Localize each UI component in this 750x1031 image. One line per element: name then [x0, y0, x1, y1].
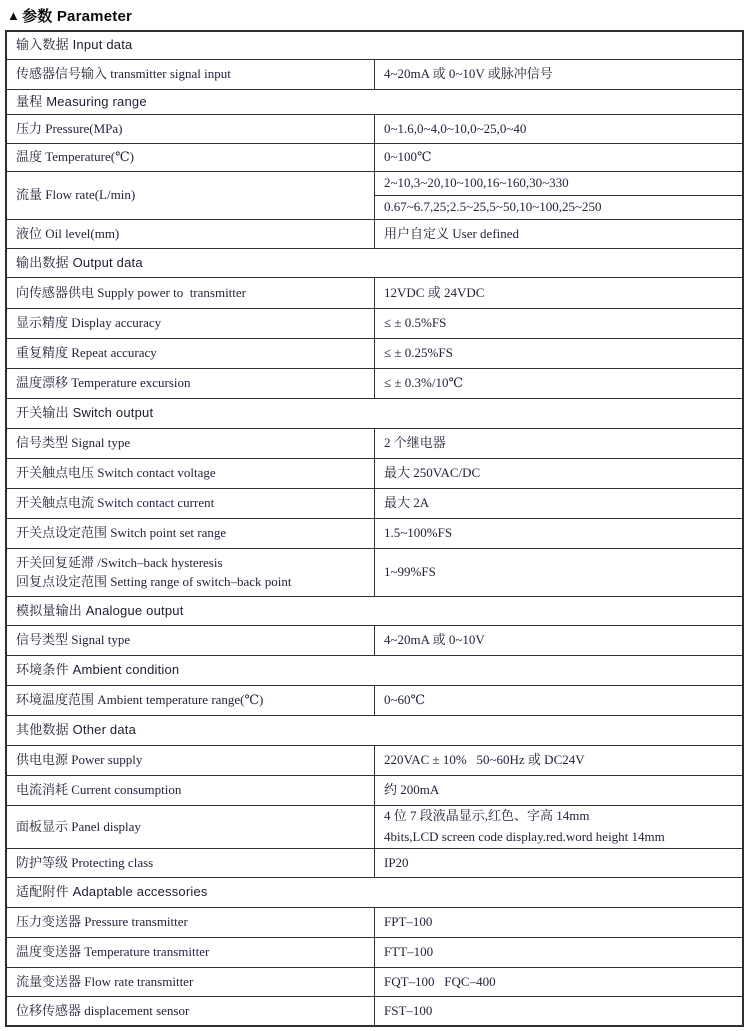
param-label: 显示精度 Display accuracy [7, 309, 375, 338]
param-label: 防护等级 Protecting class [7, 849, 375, 877]
param-row-temperature-excursion [7, 368, 742, 398]
section-row-adaptable-accessories [7, 877, 742, 907]
param-label: 供电电源 Power supply [7, 746, 375, 775]
param-row-flow-rate [7, 171, 742, 219]
section-label: 量程 Measuring range [16, 93, 147, 109]
param-row-switch-contact-voltage [7, 458, 742, 488]
param-label: 重复精度 Repeat accuracy [7, 339, 375, 368]
param-value: 最大 250VAC/DC [384, 465, 481, 481]
page-title [0, 0, 750, 26]
param-row-transmitter-signal-input [7, 59, 742, 89]
param-value: FST–100 [384, 1002, 433, 1018]
param-value: 12VDC 或 24VDC [384, 284, 485, 300]
param-row-switch-contact-current [7, 488, 742, 518]
param-value: ≤ ± 0.3%/10℃ [384, 375, 464, 391]
param-value: 用户自定义 User defined [384, 225, 520, 241]
param-value: 4~20mA 或 0~10V 或脉冲信号 [384, 66, 553, 82]
param-value-line1: 4 位 7 段液晶显示,红色、字高 14mm [384, 808, 590, 824]
param-row-power-supply [7, 745, 742, 775]
param-row-display-accuracy [7, 308, 742, 338]
param-row-pressure-transmitter [7, 907, 742, 937]
section-row-other-data [7, 715, 742, 745]
section-row-input-data [7, 32, 742, 59]
param-row-repeat-accuracy [7, 338, 742, 368]
param-row-signal-type-switch [7, 428, 742, 458]
param-label: 流量 Flow rate(L/min) [7, 172, 375, 219]
section-label: 输出数据 Output data [16, 254, 143, 270]
section-row-output-data [7, 248, 742, 277]
param-label: 电流消耗 Current consumption [7, 776, 375, 805]
param-label: 温度变送器 Temperature transmitter [7, 938, 375, 967]
param-value: 最大 2A [384, 495, 430, 511]
param-label-line1: 开关回复延滞 /Switch–back hysteresis [16, 554, 223, 570]
section-label: 模拟量输出 Analogue output [16, 602, 184, 618]
param-row-panel-display [7, 805, 742, 848]
param-label: 开关触点电压 Switch contact voltage [7, 459, 375, 488]
param-value: FPT–100 [384, 914, 433, 930]
param-label: 流量变送器 Flow rate transmitter [7, 968, 375, 996]
param-row-ambient-temperature-range [7, 685, 742, 715]
section-row-analogue-output [7, 596, 742, 625]
param-value: FTT–100 [384, 944, 434, 960]
section-row-switch-output [7, 398, 742, 428]
param-label: 面板显示 Panel display [7, 806, 375, 848]
param-label: 传感器信号输入 transmitter signal input [7, 60, 375, 89]
param-value: 0~100℃ [384, 149, 432, 165]
param-label: 液位 Oil level(mm) [7, 220, 375, 248]
param-value: ≤ ± 0.25%FS [384, 345, 453, 361]
param-value: 约 200mA [384, 782, 440, 798]
param-value-line2: 0.67~6.7,25;2.5~25,5~50,10~100,25~250 [384, 199, 602, 215]
param-label: 位移传感器 displacement sensor [7, 997, 375, 1025]
param-value: 1.5~100%FS [384, 525, 453, 541]
param-row-oil-level [7, 219, 742, 248]
param-row-temperature [7, 143, 742, 171]
param-value: IP20 [384, 854, 409, 870]
param-label: 环境温度范围 Ambient temperature range(℃) [7, 686, 375, 715]
param-row-flow-rate-transmitter [7, 967, 742, 996]
param-label: 温度漂移 Temperature excursion [7, 369, 375, 398]
param-row-signal-type-analogue [7, 625, 742, 655]
section-row-measuring-range [7, 89, 742, 114]
section-label: 其他数据 Other data [16, 722, 137, 738]
param-label: 压力变送器 Pressure transmitter [7, 908, 375, 937]
param-value: ≤ ± 0.5%FS [384, 315, 447, 331]
param-row-temperature-transmitter [7, 937, 742, 967]
param-label: 压力 Pressure(MPa) [7, 115, 375, 143]
param-label: 信号类型 Signal type [7, 429, 375, 458]
param-label-stack [7, 549, 375, 596]
param-label-line2: 回复点设定范围 Setting range of switch–back point [16, 574, 292, 589]
param-value: 0~1.6,0~4,0~10,0~25,0~40 [384, 120, 527, 136]
param-row-supply-power [7, 277, 742, 308]
param-row-displacement-sensor [7, 996, 742, 1025]
page-title-text: 参数 Parameter [22, 7, 133, 25]
param-value: 0~60℃ [384, 692, 426, 708]
section-label: 适配附件 Adaptable accessories [16, 884, 208, 900]
param-row-switch-point-set-range [7, 518, 742, 548]
param-row-current-consumption [7, 775, 742, 805]
param-row-protecting-class [7, 848, 742, 877]
section-label: 开关输出 Switch output [16, 405, 154, 421]
param-value-stack [375, 806, 742, 848]
param-row-switch-back-hysteresis [7, 548, 742, 596]
section-label: 输入数据 Input data [16, 37, 133, 53]
param-value-line1: 2~10,3~20,10~100,16~160,30~330 [375, 172, 742, 196]
param-value: FQT–100 FQC–400 [384, 973, 496, 989]
section-label: 环境条件 Ambient condition [16, 662, 180, 678]
param-label: 温度 Temperature(℃) [7, 144, 375, 171]
param-row-pressure [7, 114, 742, 143]
param-value: 220VAC ± 10% 50~60Hz 或 DC24V [384, 752, 585, 768]
parameter-table [5, 30, 744, 1027]
section-row-ambient-condition [7, 655, 742, 685]
param-value-line2: 4bits,LCD screen code display.red.word height 14mm [384, 829, 665, 845]
triangle-icon: ▲ [7, 7, 21, 23]
param-value: 4~20mA 或 0~10V [384, 632, 485, 648]
param-value: 1~99%FS [384, 564, 436, 580]
param-label: 信号类型 Signal type [7, 626, 375, 655]
param-label: 开关触点电流 Switch contact current [7, 489, 375, 518]
param-label: 向传感器供电 Supply power to transmitter [7, 278, 375, 308]
param-label: 开关点设定范围 Switch point set range [7, 519, 375, 548]
param-value: 2 个继电器 [384, 435, 446, 451]
param-value-stack [375, 172, 742, 219]
